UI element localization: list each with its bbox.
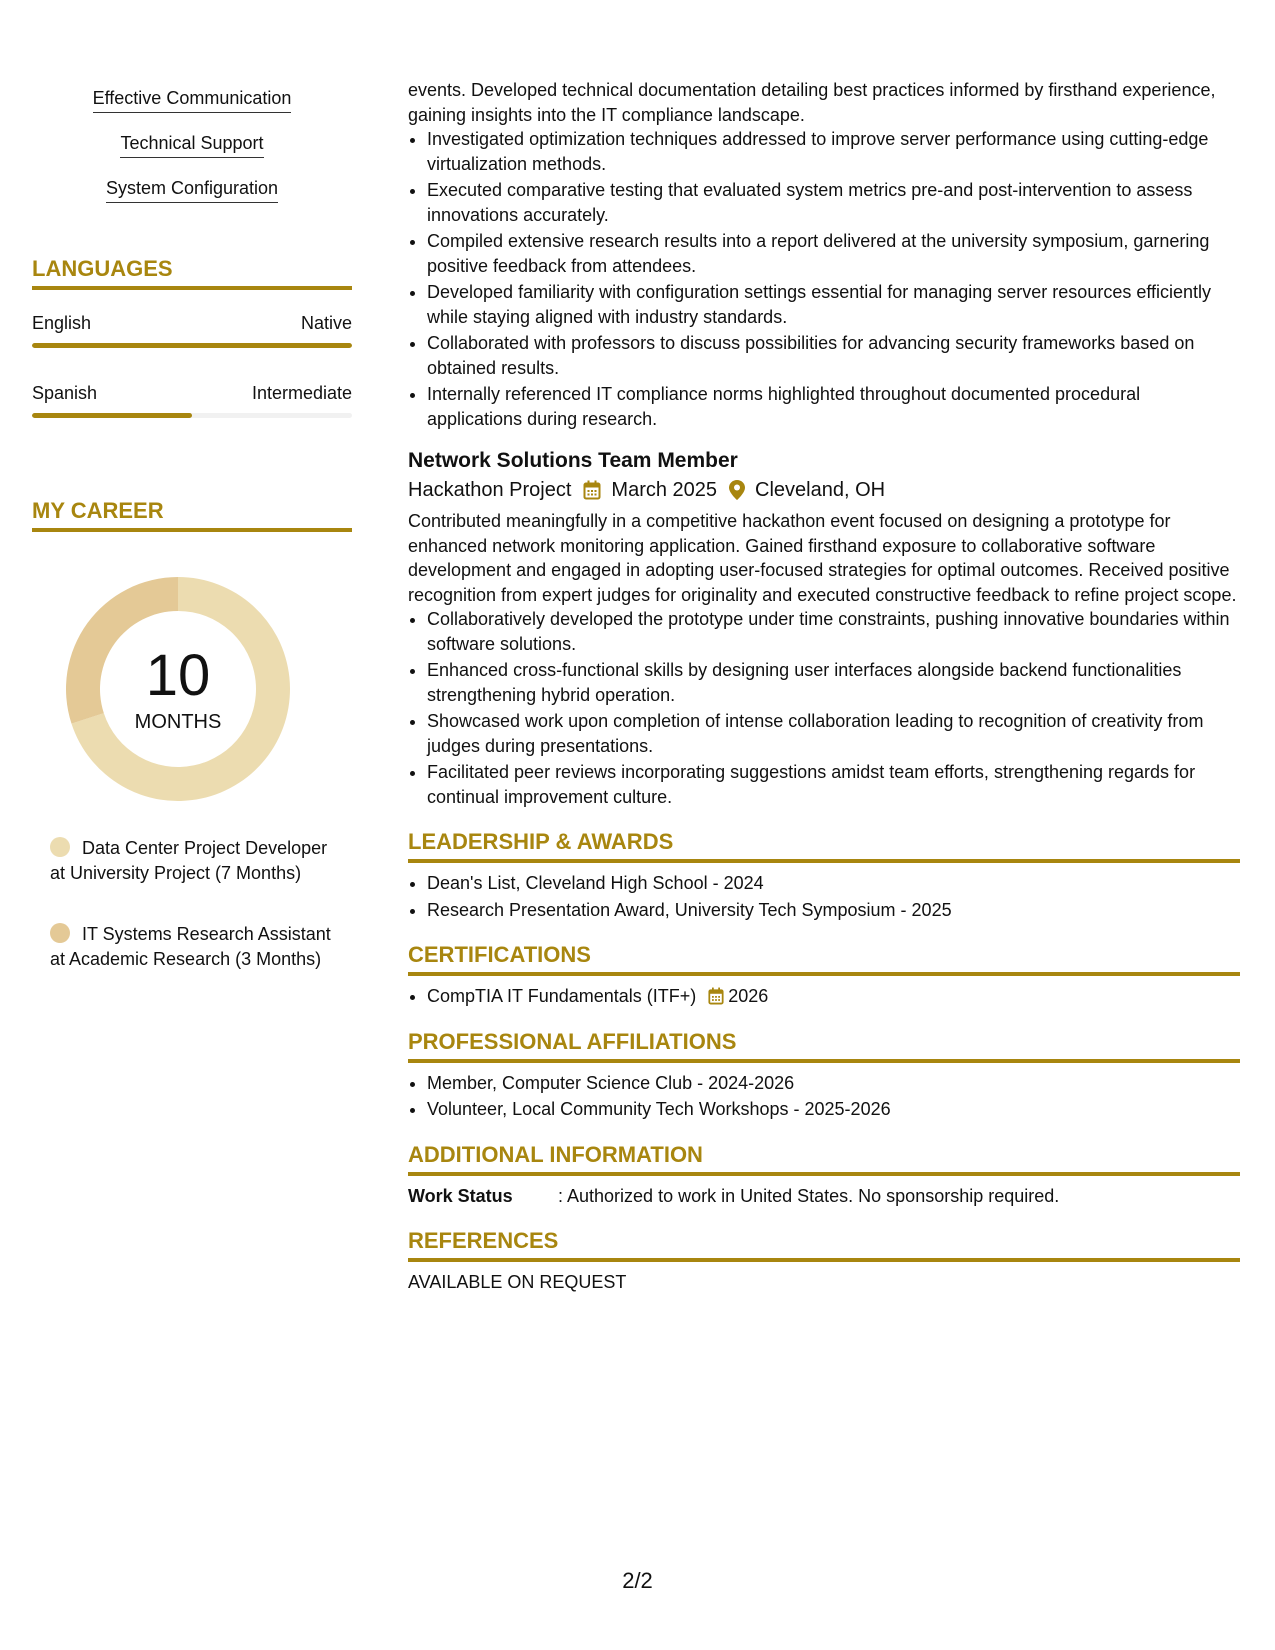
list-item: • Compiled extensive research results into a report delivered at the university symposium, garnering positive feedback from attendees. — [427, 229, 1240, 278]
list-item — [427, 984, 1240, 1009]
language-bar-fill — [32, 413, 192, 418]
page-number: 2/2 — [622, 1568, 653, 1593]
skill-item: Technical Support — [32, 133, 352, 158]
leadership-list — [408, 871, 1240, 922]
language-bar — [32, 413, 352, 418]
career-donut-chart — [66, 577, 290, 801]
language-name: Spanish — [32, 383, 98, 403]
list-item: • Enhanced cross-functional skills by designing user interfaces alongside backend functionalities strengthening hybrid operation. — [427, 658, 1240, 707]
work-status-value: : Authorized to work in United States. No sponsorship required. — [558, 1185, 1060, 1206]
additional-heading: ADDITIONAL INFORMATION — [408, 1140, 1240, 1176]
career-total: 10 — [145, 643, 211, 708]
work-status-row — [408, 1184, 1240, 1209]
certifications-list — [408, 984, 1240, 1009]
language-level: Intermediate — [251, 383, 352, 403]
affiliations-list — [408, 1071, 1240, 1122]
references-heading: REFERENCES — [408, 1226, 1240, 1262]
calendar-icon — [583, 480, 601, 500]
list-item: • Executed comparative testing that evaluated system metrics pre-and post-intervention to assess innovations accurately. — [427, 178, 1240, 227]
job-location: Cleveland, OH — [755, 479, 886, 501]
language-row — [32, 383, 352, 404]
list-item: • Collaborated with professors to discuss possibilities for advancing security frameworks based on obtained results. — [427, 331, 1240, 380]
work-status-label: Work Status — [408, 1185, 513, 1206]
list-item: • Internally referenced IT compliance norms highlighted throughout documented procedural applications during research. — [427, 382, 1240, 431]
list-item: • Showcased work upon completion of intense collaboration leading to recognition of creativity from judges during presentations. — [427, 709, 1240, 758]
cert-row — [427, 984, 1240, 1009]
language-row — [32, 313, 352, 334]
job-summary: Contributed meaningfully in a competitive hackathon event focused on designing a prototype for enhanced network monitoring application. Gained firsthand exposure to collaborative software development and engaged in adopting user-focused strategies for optimal outcomes. Received positive recognition from expert judges for originality and executed constructive feedback to refine project scope. — [408, 511, 1237, 605]
skill-item: Effective Communication — [32, 88, 352, 113]
certifications-heading: CERTIFICATIONS — [408, 940, 1240, 976]
list-item: • Dean's List, Cleveland High School - 2024 — [427, 871, 1240, 896]
language-bar — [32, 343, 352, 348]
list-item: • Member, Computer Science Club - 2024-2026 — [427, 1071, 1240, 1096]
legend-label: IT Systems Research Assistant at Academic Research (3 Months) — [50, 924, 331, 969]
language-level: Native — [300, 313, 352, 333]
cert-name: • CompTIA IT Fundamentals (ITF+) — [427, 986, 697, 1006]
affiliations-heading: PROFESSIONAL AFFILIATIONS — [408, 1027, 1240, 1063]
job-meta — [408, 475, 1240, 505]
legend-label: Data Center Project Developer at University Project (7 Months) — [50, 838, 328, 883]
references-text: AVAILABLE ON REQUEST — [408, 1272, 627, 1292]
right-column — [408, 78, 1240, 1295]
career-heading: MY CAREER — [32, 498, 352, 532]
list-item: • Developed familiarity with configuration settings essential for managing server resources efficiently while staying aligned with industry standards. — [427, 280, 1240, 329]
list-item: • Volunteer, Local Community Tech Workshops - 2025-2026 — [427, 1097, 1240, 1122]
list-item: • Collaboratively developed the prototype under time constraints, pushing innovative boundaries within software solutions. — [427, 607, 1240, 656]
job-company: Hackathon Project — [408, 479, 572, 501]
donut-center — [66, 577, 290, 801]
job-title: Network Solutions Team Member — [408, 449, 738, 472]
career-legend-item — [50, 922, 340, 972]
list-item: • Facilitated peer reviews incorporating suggestions amidst team efforts, strengthening regards for continual improvement culture. — [427, 760, 1240, 809]
language-name: English — [32, 313, 92, 333]
list-item: • Research Presentation Award, University Tech Symposium - 2025 — [427, 898, 1240, 923]
skill-item: System Configuration — [32, 178, 352, 203]
career-legend-item — [50, 836, 340, 886]
leadership-heading: LEADERSHIP & AWARDS — [408, 827, 1240, 863]
list-item: • Investigated optimization techniques addressed to improve server performance using cutting-edge virtualization methods. — [427, 127, 1240, 176]
cert-year: 2026 — [728, 986, 769, 1006]
language-bar-fill — [32, 343, 352, 348]
job-date: March 2025 — [611, 479, 718, 501]
job-bullets — [408, 607, 1240, 809]
legend-dot — [50, 837, 70, 857]
languages-heading: LANGUAGES — [32, 256, 352, 290]
location-pin-icon — [729, 480, 745, 500]
career-unit: MONTHS — [134, 711, 222, 733]
legend-dot — [50, 923, 70, 943]
calendar-icon — [708, 987, 724, 1005]
experience-intro: events. Developed technical documentation detailing best practices informed by firsthand experience, gaining insights into the IT compliance landscape. — [408, 80, 1216, 125]
experience-bullets — [408, 127, 1240, 431]
